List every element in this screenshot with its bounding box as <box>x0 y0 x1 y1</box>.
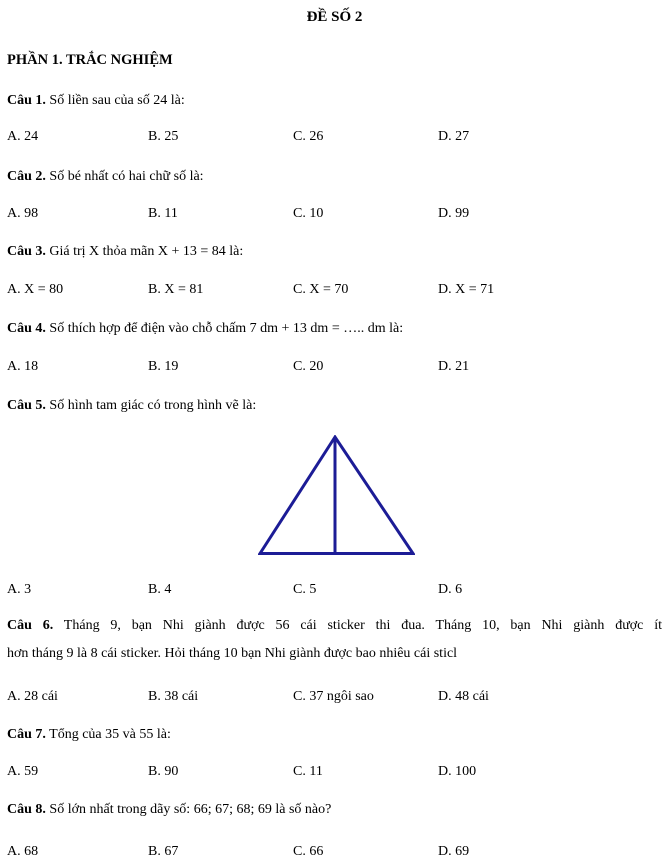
question-4 <box>7 320 662 338</box>
question-2-label: Câu 2. <box>7 169 46 184</box>
question-6 <box>7 612 662 668</box>
question-6-option-d: D. 48 cái <box>438 689 489 704</box>
question-1-option-c: C. 26 <box>293 129 324 144</box>
question-5-option-a: A. 3 <box>7 582 32 597</box>
question-3-text: Giá trị X thỏa mãn X + 13 = 84 là: <box>49 244 244 259</box>
question-2-option-c: C. 10 <box>293 206 324 221</box>
question-1-option-b: B. 25 <box>148 129 179 144</box>
question-7-option-c: C. 11 <box>293 764 323 779</box>
question-1-answers <box>7 128 662 146</box>
section-heading: PHẦN 1. TRẮC NGHIỆM <box>7 52 173 68</box>
question-4-option-b: B. 19 <box>148 359 179 374</box>
question-1 <box>7 92 662 110</box>
question-8-text: Số lớn nhất trong dãy số: 66; 67; 68; 69 là số nào? <box>49 802 332 817</box>
question-1-text: Số liền sau của số 24 là: <box>49 93 185 108</box>
question-5-text: Số hình tam giác có trong hình vẽ là: <box>49 398 257 413</box>
question-4-option-c: C. 20 <box>293 359 324 374</box>
question-7-text: Tổng của 35 và 55 là: <box>49 727 171 742</box>
question-3-option-d: D. X = 71 <box>438 282 495 297</box>
question-8-answers <box>7 843 662 861</box>
question-3-option-c: C. X = 70 <box>293 282 349 297</box>
question-8-label: Câu 8. <box>7 802 46 817</box>
question-3 <box>7 243 662 261</box>
question-8-option-a: A. 68 <box>7 844 39 859</box>
question-7-answers <box>7 763 662 781</box>
question-5-option-c: C. 5 <box>293 582 317 597</box>
question-5-option-d: D. 6 <box>438 582 463 597</box>
question-6-option-c: C. 37 ngôi sao <box>293 689 374 704</box>
question-6-line1 <box>7 612 662 640</box>
question-5-answers <box>7 581 662 599</box>
page-title: ĐỀ SỐ 2 <box>306 9 363 25</box>
question-6-text: Tháng 9, bạn Nhi giành được 56 cái sticker thi đua. Tháng 10, bạn Nhi giành được ít <box>63 618 662 633</box>
question-2-text: Số bé nhất có hai chữ số là: <box>49 169 204 184</box>
triangle-figure <box>258 435 662 556</box>
question-7-option-b: B. 90 <box>148 764 179 779</box>
question-7-label: Câu 7. <box>7 727 46 742</box>
question-1-label: Câu 1. <box>7 93 46 108</box>
question-7-option-a: A. 59 <box>7 764 39 779</box>
question-2-option-d: D. 99 <box>438 206 470 221</box>
question-2-option-b: B. 11 <box>148 206 178 221</box>
question-4-text: Số thích hợp để điện vào chỗ chấm 7 dm + 13 dm = ….. dm là: <box>49 321 404 336</box>
question-3-label: Câu 3. <box>7 244 46 259</box>
question-7 <box>7 726 662 744</box>
question-8-option-b: B. 67 <box>148 844 179 859</box>
question-6-line2: hơn tháng 9 là 8 cái sticker. Hỏi tháng 10 bạn Nhi giành được bao nhiêu cái sticl <box>7 646 458 661</box>
question-6-label: Câu 6. <box>7 618 54 633</box>
question-6-answers <box>7 688 662 706</box>
question-3-answers <box>7 281 662 299</box>
question-8 <box>7 801 662 819</box>
question-4-option-a: A. 18 <box>7 359 39 374</box>
question-3-option-b: B. X = 81 <box>148 282 204 297</box>
question-1-option-d: D. 27 <box>438 129 470 144</box>
question-3-option-a: A. X = 80 <box>7 282 64 297</box>
question-4-answers <box>7 358 662 376</box>
question-6-option-b: B. 38 cái <box>148 689 199 704</box>
question-7-option-d: D. 100 <box>438 764 477 779</box>
question-4-option-d: D. 21 <box>438 359 470 374</box>
question-4-label: Câu 4. <box>7 321 46 336</box>
question-5-label: Câu 5. <box>7 398 46 413</box>
question-2 <box>7 168 662 186</box>
question-2-option-a: A. 98 <box>7 206 39 221</box>
question-2-answers <box>7 205 662 223</box>
question-1-option-a: A. 24 <box>7 129 39 144</box>
question-6-option-a: A. 28 cái <box>7 689 58 704</box>
question-5 <box>7 397 662 415</box>
triangle-svg <box>258 435 415 556</box>
question-5-option-b: B. 4 <box>148 582 172 597</box>
question-8-option-d: D. 69 <box>438 844 470 859</box>
question-8-option-c: C. 66 <box>293 844 324 859</box>
